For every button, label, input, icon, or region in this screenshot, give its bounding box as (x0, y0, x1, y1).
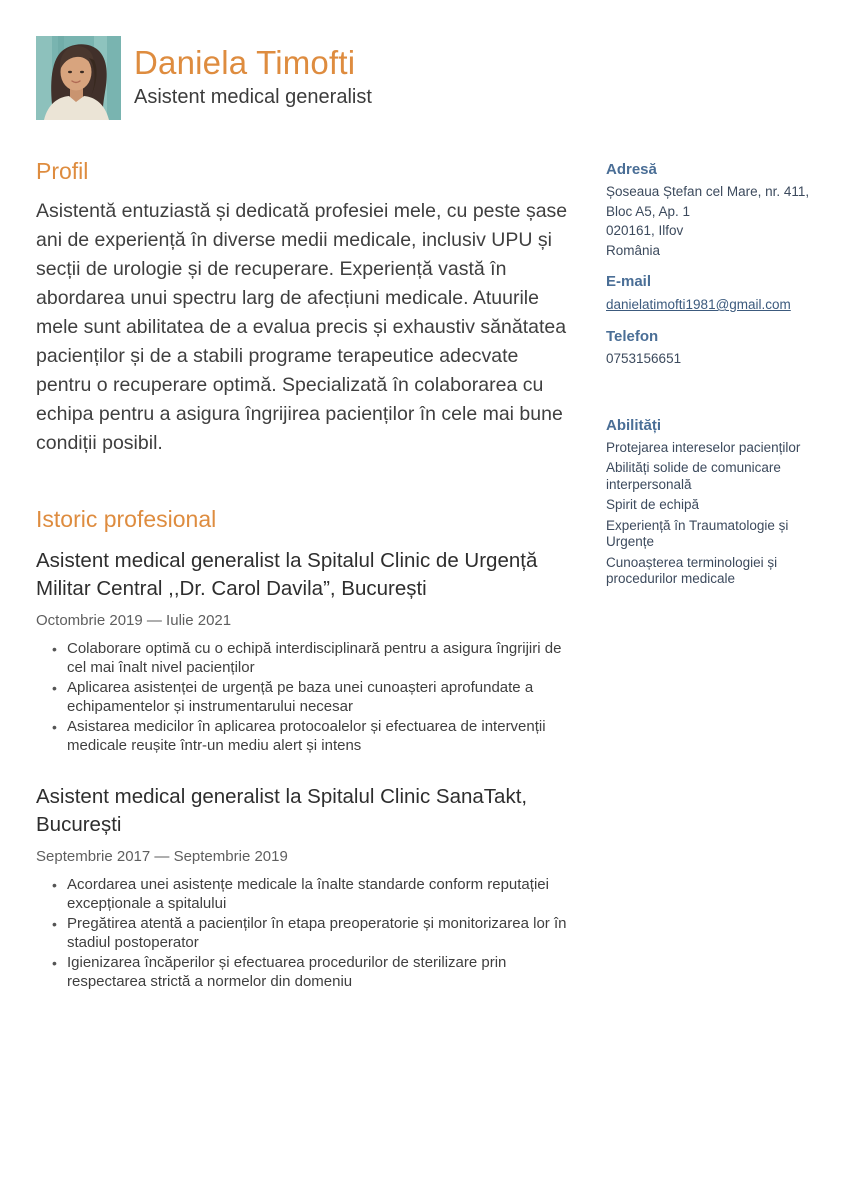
profile-heading: Profil (36, 158, 89, 184)
job-bullet: • Acordarea unei asistențe medicale la înalte standarde conform reputației excepționale a spitalului (52, 876, 573, 913)
job-bullet: • Asistarea medicilor în aplicarea protocoalelor și efectuarea de intervenții medicale reușite într-un mediu alert și intens (52, 718, 573, 755)
email-heading: E-mail (606, 273, 652, 290)
skill-item: Abilități solide de comunicare interpersonală (606, 460, 781, 492)
skills-list (606, 440, 820, 588)
history-heading: Istoric profesional (36, 506, 217, 532)
job-period: Octombrie 2019 — Iulie 2021 (36, 612, 232, 629)
job-title: Asistent medical generalist la Spitalul Clinic de Urgență Militar Central ,,Dr. Carol Davila”, București (36, 549, 538, 600)
person-role: Asistent medical generalist (134, 85, 372, 108)
skill-item: Cunoașterea terminologiei și procedurilor medicale (606, 554, 778, 586)
job-title: Asistent medical generalist la Spitalul Clinic SanaTakt, București (36, 785, 528, 836)
job-bullets (52, 876, 573, 991)
job-bullets (52, 640, 573, 755)
address-lines (606, 184, 820, 259)
address-line: România (606, 242, 661, 258)
address-section (606, 161, 820, 259)
phone-section (606, 328, 820, 368)
address-line: 020161, Ilfov (606, 223, 684, 238)
header-text (134, 36, 372, 109)
job-bullet: • Igienizarea încăperilor și efectuarea procedurilor de sterilizare prin respectarea strictă a normelor din domeniu (52, 954, 573, 991)
header (36, 36, 820, 120)
sidebar (606, 158, 820, 602)
profile-photo (36, 36, 121, 120)
address-line: Șoseaua Ștefan cel Mare, nr. 411, (606, 184, 810, 199)
email-section (606, 273, 820, 314)
job-entry (36, 547, 573, 755)
address-line: Bloc A5, Ap. 1 (606, 203, 691, 219)
skills-heading: Abilități (606, 416, 661, 434)
job-bullet: • Colaborare optimă cu o echipă interdisciplinară pentru a asigura îngrijiri de cel mai înalt nivel pacienților (52, 640, 573, 677)
job-entry (36, 783, 573, 991)
job-bullet: • Pregătirea atentă a pacienților în etapa preoperatorie și monitorizarea lor în stadiul postoperator (52, 915, 573, 952)
profile-text: Asistentă entuziastă și dedicată profesiei mele, cu peste șase ani de experiență în diverse medii medicale, inclusiv UPU și secții de urologie și de recuperare. Experiență vastă în abordarea unui spectru larg de afecțiuni medicale. Atuurile mele sunt abilitatea de a evalua precis și exhaustiv sănătatea pacienților și de a stabili programe terapeutice adecvate pentru o recuperare optimă. Specializată în colaborarea cu echipa pentru a asigura îngrijirea pacienților în cele mai bune condiții posibil. (36, 200, 568, 454)
email-link[interactable]: danielatimofti1981@gmail.com (606, 297, 791, 312)
skill-item: Experiență în Traumatologie și Urgențe (606, 517, 789, 549)
person-name: Daniela Timofti (134, 44, 356, 81)
skill-item: Spirit de echipă (606, 497, 700, 512)
phone-value: 0753156651 (606, 351, 682, 366)
job-bullet: • Aplicarea asistenței de urgență pe baza unei cunoașteri aprofundate a echipamentelor și instrumentarului necesar (52, 679, 573, 716)
content-columns (36, 158, 820, 1019)
skill-item: Protejarea intereselor pacienților (606, 439, 801, 455)
phone-heading: Telefon (606, 328, 659, 345)
address-heading: Adresă (606, 161, 657, 178)
skills-section (606, 417, 820, 588)
main-column (36, 158, 573, 1019)
job-period: Septembrie 2017 — Septembrie 2019 (36, 848, 288, 865)
